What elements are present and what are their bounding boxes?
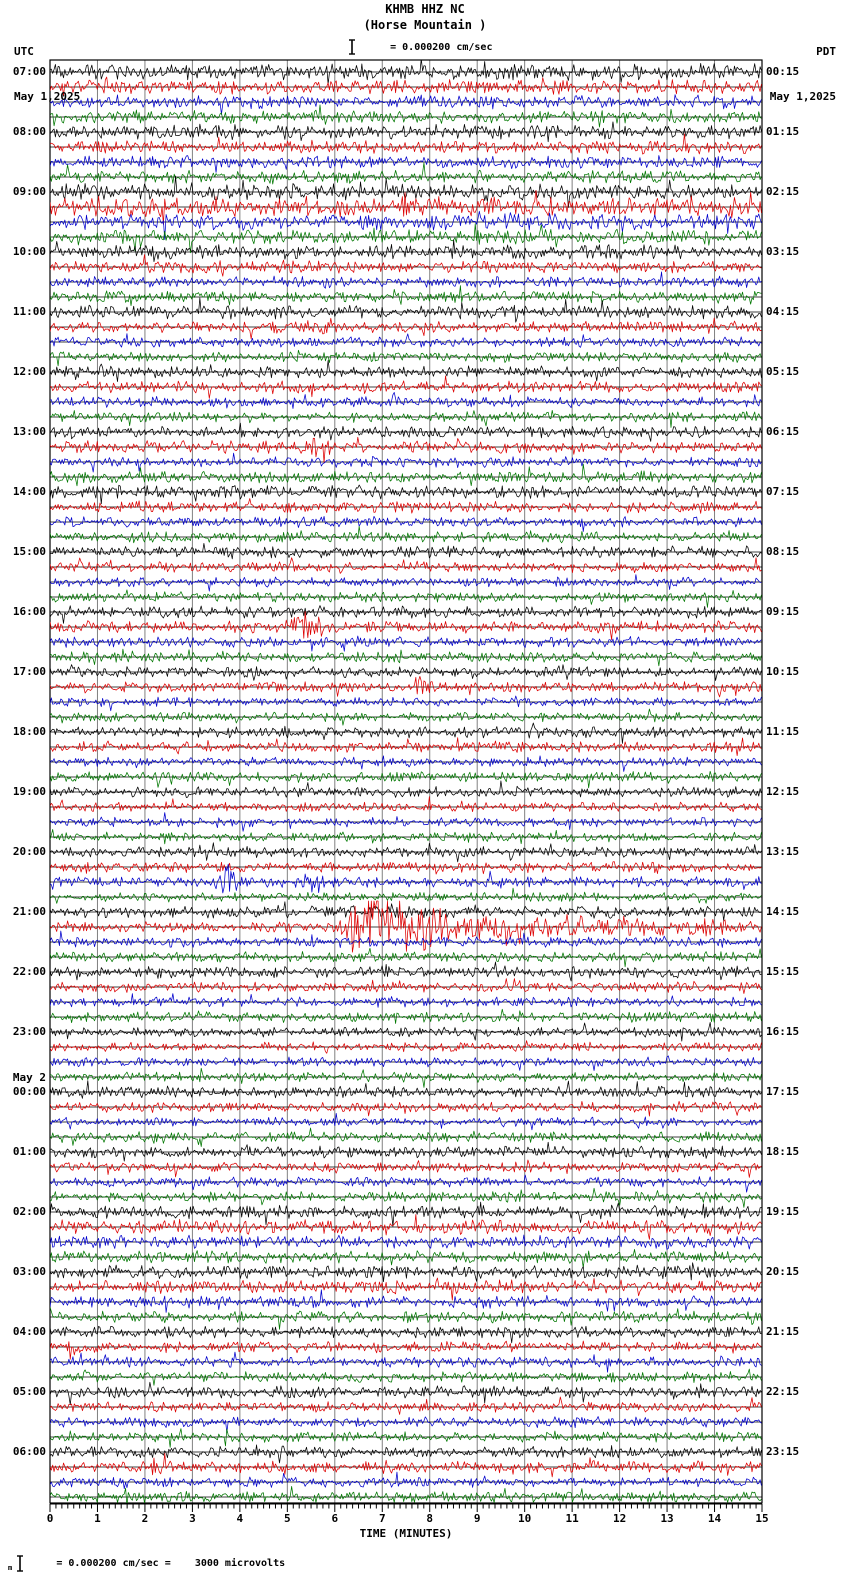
axis-tick-label: 5 (284, 1512, 291, 1525)
utc-hour-label: 20:00 (12, 845, 46, 858)
pdt-hour-label: 19:15 (766, 1205, 800, 1218)
utc-hour-label: 17:00 (12, 665, 46, 678)
pdt-hour-label: 10:15 (766, 665, 800, 678)
utc-hour-label: 08:00 (12, 125, 46, 138)
pdt-hour-label: 05:15 (766, 365, 800, 378)
page-title: KHMB HHZ NC (385, 2, 465, 16)
axis-tick-label: 1 (94, 1512, 101, 1525)
pdt-hour-label: 18:15 (766, 1145, 800, 1158)
pdt-hour-label: 23:15 (766, 1445, 800, 1458)
left-date: May 1,2025 (14, 90, 81, 103)
axis-tick-label: 13 (660, 1512, 674, 1525)
pdt-hour-label: 09:15 (766, 605, 800, 618)
right-timezone: PDT (816, 45, 836, 58)
pdt-hour-label: 11:15 (766, 725, 800, 738)
axis-tick-label: 3 (189, 1512, 196, 1525)
pdt-hour-label: 03:15 (766, 245, 800, 258)
microvolts-glyph: m (8, 1564, 13, 1572)
pdt-hour-label: 07:15 (766, 485, 800, 498)
pdt-hour-label: 21:15 (766, 1325, 800, 1338)
utc-hour-label: 23:00 (12, 1025, 46, 1038)
utc-hour-label: 18:00 (12, 725, 46, 738)
utc-hour-label: 12:00 (12, 365, 46, 378)
utc-hour-label: 15:00 (12, 545, 46, 558)
utc-hour-label: 16:00 (12, 605, 46, 618)
utc-hour-label: 09:00 (12, 185, 46, 198)
utc-hour-label: 13:00 (12, 425, 46, 438)
pdt-hour-label: 15:15 (766, 965, 800, 978)
utc-hour-label: 06:00 (12, 1445, 46, 1458)
pdt-hour-label: 14:15 (766, 905, 800, 918)
utc-hour-label: 21:00 (12, 905, 46, 918)
axis-tick-label: 15 (755, 1512, 769, 1525)
pdt-hour-label: 16:15 (766, 1025, 800, 1038)
utc-hour-label: 02:00 (12, 1205, 46, 1218)
x-axis-title: TIME (MINUTES) (359, 1527, 453, 1540)
right-date: May 1,2025 (769, 90, 836, 103)
footer-note-text: = 0.000200 cm/sec = 3000 microvolts (56, 1557, 286, 1569)
axis-tick-label: 14 (707, 1512, 722, 1525)
pdt-hour-label: 17:15 (766, 1085, 800, 1098)
axis-tick-label: 4 (236, 1512, 244, 1525)
utc-hour-label: 01:00 (12, 1145, 46, 1158)
footer-scale-note (8, 1552, 285, 1574)
utc-hour-label: 03:00 (12, 1265, 46, 1278)
pdt-hour-label: 08:15 (766, 545, 800, 558)
utc-hour-label: 07:00 (12, 65, 46, 78)
utc-hour-label: 04:00 (12, 1325, 46, 1338)
axis-tick-label: 6 (331, 1512, 339, 1525)
axis-tick-label: 7 (378, 1512, 386, 1525)
utc-hour-label: 00:00 (12, 1085, 46, 1098)
axis-tick-label: 11 (565, 1512, 579, 1525)
utc-hour-label: 14:00 (12, 485, 46, 498)
pdt-hour-label: 06:15 (766, 425, 800, 438)
pdt-hour-label: 13:15 (766, 845, 800, 858)
date-break-label: May 2 (12, 1071, 46, 1084)
footer-scale-bar-icon (16, 1533, 52, 1584)
pdt-hour-label: 12:15 (766, 785, 800, 798)
utc-hour-label: 19:00 (12, 785, 46, 798)
pdt-hour-label: 22:15 (766, 1385, 800, 1398)
station-location: (Horse Mountain ) (363, 18, 487, 32)
utc-hour-label: 22:00 (12, 965, 46, 978)
pdt-hour-label: 00:15 (766, 65, 800, 78)
axis-tick-label: 2 (141, 1512, 149, 1525)
axis-tick-label: 0 (46, 1512, 54, 1525)
utc-hour-label: 11:00 (12, 305, 46, 318)
pdt-hour-label: 02:15 (766, 185, 800, 198)
pdt-hour-label: 04:15 (766, 305, 800, 318)
scale-bar-icon (348, 17, 384, 77)
scale-label: = 0.000200 cm/sec (390, 41, 493, 53)
axis-tick-label: 9 (473, 1512, 481, 1525)
utc-hour-label: 05:00 (12, 1385, 46, 1398)
axis-tick-label: 10 (518, 1512, 532, 1525)
axis-tick-label: 12 (612, 1512, 627, 1525)
pdt-hour-label: 01:15 (766, 125, 800, 138)
pdt-hour-label: 20:15 (766, 1265, 800, 1278)
amplitude-scale (348, 38, 492, 56)
axis-tick-label: 8 (426, 1512, 434, 1525)
left-timezone: UTC (14, 45, 34, 58)
utc-hour-label: 10:00 (12, 245, 46, 258)
